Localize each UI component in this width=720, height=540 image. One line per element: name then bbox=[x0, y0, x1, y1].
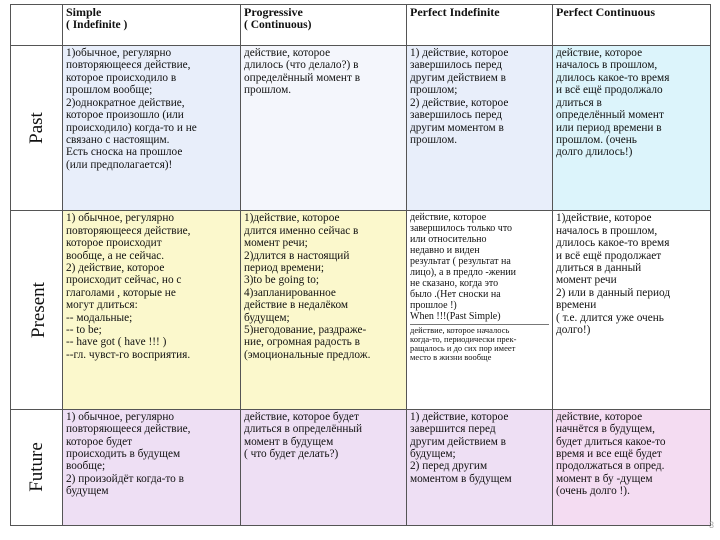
text-line: действие, которое bbox=[410, 212, 487, 224]
header-perfect-indefinite: Perfect Indefinite bbox=[407, 5, 553, 46]
cell-present-simple bbox=[63, 211, 241, 409]
text-line: (эмоциональные предлож. bbox=[244, 348, 371, 361]
text-line: 1)действие, которое bbox=[556, 212, 652, 225]
text-line: которое произошло (или bbox=[66, 109, 184, 122]
text-line: ( что будет делать?) bbox=[244, 447, 339, 460]
text-line: длилось какое-то время bbox=[556, 237, 670, 250]
text-line: 2) действие, которое bbox=[410, 96, 509, 109]
text-line: или относительно bbox=[410, 234, 487, 246]
text-line: 2) произойдёт когда-то в bbox=[66, 472, 184, 485]
text-line: период времени; bbox=[244, 262, 325, 275]
text-line: происходить в будущем bbox=[66, 447, 181, 460]
text-line: 2) или в данный период bbox=[556, 286, 671, 299]
corner-cell bbox=[11, 5, 63, 46]
text-line: началось в прошлом, bbox=[556, 59, 658, 72]
text-line: будет длиться какое-то bbox=[556, 435, 666, 448]
text-line: длилось какое-то время bbox=[556, 71, 670, 84]
text-line: прошлом. bbox=[244, 84, 292, 97]
text-line: действие в недалёком bbox=[244, 299, 349, 312]
cell-future-perfect-indefinite bbox=[407, 409, 553, 525]
cell-past-perfect-continuous bbox=[553, 46, 711, 211]
header-simple: Simple ( Indefinite ) bbox=[63, 5, 241, 46]
tense-table bbox=[10, 4, 711, 526]
text-line: прошлом вообще; bbox=[66, 84, 153, 97]
text-line: завершилось только что bbox=[410, 223, 513, 235]
text-line: начнётся в будущем, bbox=[556, 423, 655, 436]
text-line: действие, которое bbox=[556, 47, 643, 60]
text-line: 2) действие, которое bbox=[66, 262, 165, 275]
cell-past-simple bbox=[63, 46, 241, 211]
text-line: 1)обычное, регулярно bbox=[66, 47, 172, 60]
text-line: длиться в определённый bbox=[244, 423, 363, 436]
text-line: времени bbox=[556, 299, 597, 312]
text-line: действие, которое будет bbox=[244, 410, 359, 423]
page-number: 3 bbox=[708, 520, 714, 530]
text-line: действие, которое началось bbox=[410, 325, 510, 336]
text-line: прошлом. bbox=[410, 133, 458, 146]
text-line: ние, огромная радость в bbox=[244, 336, 360, 349]
text-line: действие, которое bbox=[244, 47, 331, 60]
row-past bbox=[11, 46, 711, 211]
cell-past-progressive bbox=[241, 46, 407, 211]
text-line: завершилось перед bbox=[410, 109, 503, 122]
text-line: повторяющееся действие, bbox=[66, 224, 191, 237]
text-line: (или предполагается)! bbox=[66, 158, 173, 171]
text-line: будущем; bbox=[410, 447, 456, 460]
text-line: прошлом; bbox=[410, 84, 458, 97]
text-line: ( т.е. длится уже очень bbox=[556, 311, 664, 324]
text-line: прошлое !) bbox=[410, 300, 457, 312]
text-line: (очень долго !). bbox=[556, 485, 630, 498]
cell-present-perfect-continuous bbox=[553, 211, 711, 409]
text-line: было .(Нет сноски на bbox=[410, 289, 501, 301]
cell-past-perfect-indefinite bbox=[407, 46, 553, 211]
text-line: 1) действие, которое bbox=[410, 47, 509, 60]
text-line: завершится перед bbox=[410, 423, 496, 436]
present-perfect-indefinite-main bbox=[410, 212, 549, 322]
text-line: долго длилось!) bbox=[556, 146, 633, 159]
text-line: -- to be; bbox=[66, 324, 102, 337]
text-line: длилось (что делало?) в bbox=[244, 59, 359, 72]
text-line: могут длиться: bbox=[66, 299, 138, 312]
cell-present-perfect-indefinite bbox=[407, 211, 553, 409]
text-line: 2) перед другим bbox=[410, 460, 488, 473]
text-line: будущем; bbox=[244, 311, 290, 324]
text-line: связано с настоящим. bbox=[66, 133, 170, 146]
text-line: которое происходит bbox=[66, 237, 162, 250]
text-line: глаголами , которые не bbox=[66, 286, 176, 299]
text-line: недавно и виден bbox=[410, 245, 480, 257]
text-line: длиться в данный bbox=[556, 262, 642, 275]
text-line: и всё ещё продолжало bbox=[556, 84, 663, 97]
header-row bbox=[11, 5, 711, 46]
text-line: прошлом. (очень bbox=[556, 133, 637, 146]
text-line: другим действием в bbox=[410, 435, 507, 448]
text-line: моментом в будущем bbox=[410, 472, 512, 485]
tense-label-past: Past bbox=[11, 46, 63, 211]
text-line: 1)действие, которое bbox=[244, 212, 340, 225]
text-line: -- модальные; bbox=[66, 311, 133, 324]
text-line: время и все ещё будет bbox=[556, 447, 662, 460]
text-line: действие, которое bbox=[556, 410, 643, 423]
text-line: When !!!(Past Simple) bbox=[410, 311, 501, 323]
text-line: место в жизни вообще bbox=[410, 352, 492, 363]
text-line: момент речи; bbox=[244, 237, 308, 250]
row-future bbox=[11, 409, 711, 525]
text-line: Есть сноска на прошлое bbox=[66, 146, 183, 159]
text-line: момент речи bbox=[556, 274, 617, 287]
text-line: длится именно сейчас в bbox=[244, 224, 359, 237]
text-line: момент в будущем bbox=[244, 435, 334, 448]
text-line: 1) обычное, регулярно bbox=[66, 212, 175, 225]
cell-future-simple bbox=[63, 409, 241, 525]
header-perfect-continuous: Perfect Continuous bbox=[553, 5, 711, 46]
text-line: -- have got ( have !!! ) bbox=[66, 336, 167, 349]
header-progressive: Progressive ( Continuous) bbox=[241, 5, 407, 46]
tense-table-wrapper bbox=[10, 4, 710, 526]
text-line: другим моментом в bbox=[410, 121, 504, 134]
text-line: происходило) когда-то и не bbox=[66, 121, 197, 134]
text-line: определённый момент в bbox=[244, 71, 361, 84]
text-line: лицо), а в предло -жении bbox=[410, 267, 517, 279]
cell-present-progressive bbox=[241, 211, 407, 409]
text-line: продолжаться в опред. bbox=[556, 460, 665, 473]
text-line: которое происходило в bbox=[66, 71, 177, 84]
cell-future-progressive bbox=[241, 409, 407, 525]
text-line: которое будет bbox=[66, 435, 133, 448]
text-line: происходит сейчас, но с bbox=[66, 274, 182, 287]
text-line: когда-то, периодически прек- bbox=[410, 334, 517, 345]
text-line: 1) действие, которое bbox=[410, 410, 509, 423]
text-line: повторяющееся действие, bbox=[66, 59, 191, 72]
text-line: повторяющееся действие, bbox=[66, 423, 191, 436]
text-line: --гл. чувст-го восприятия. bbox=[66, 348, 191, 361]
tense-label-present: Present bbox=[11, 211, 63, 409]
present-perfect-indefinite-note bbox=[410, 324, 549, 362]
text-line: 2)длится в настоящий bbox=[244, 249, 350, 262]
text-line: вообще, а не сейчас. bbox=[66, 249, 165, 262]
text-line: завершилось перед bbox=[410, 59, 503, 72]
text-line: не сказано, когда это bbox=[410, 278, 499, 290]
text-line: вообще; bbox=[66, 460, 106, 473]
text-line: долго!) bbox=[556, 324, 591, 337]
text-line: ращалось и до сих пор имеет bbox=[410, 343, 516, 354]
text-line: 1) обычное, регулярно bbox=[66, 410, 175, 423]
text-line: и всё ещё продолжает bbox=[556, 249, 662, 262]
tense-label-future: Future bbox=[11, 409, 63, 525]
text-line: 3)to be going to; bbox=[244, 274, 319, 287]
text-line: 2)однократное действие, bbox=[66, 96, 185, 109]
text-line: 4)запланированное bbox=[244, 286, 336, 299]
row-present bbox=[11, 211, 711, 409]
text-line: определённый момент bbox=[556, 109, 664, 122]
text-line: другим действием в bbox=[410, 71, 507, 84]
text-line: момент в бу -дущем bbox=[556, 472, 653, 485]
text-line: или период времени в bbox=[556, 121, 662, 134]
text-line: длиться в bbox=[556, 96, 602, 109]
text-line: 5)негодование, раздраже- bbox=[244, 324, 367, 337]
text-line: началось в прошлом, bbox=[556, 224, 658, 237]
text-line: результат ( результат на bbox=[410, 256, 511, 268]
cell-future-perfect-continuous bbox=[553, 409, 711, 525]
text-line: будущем bbox=[66, 485, 109, 498]
